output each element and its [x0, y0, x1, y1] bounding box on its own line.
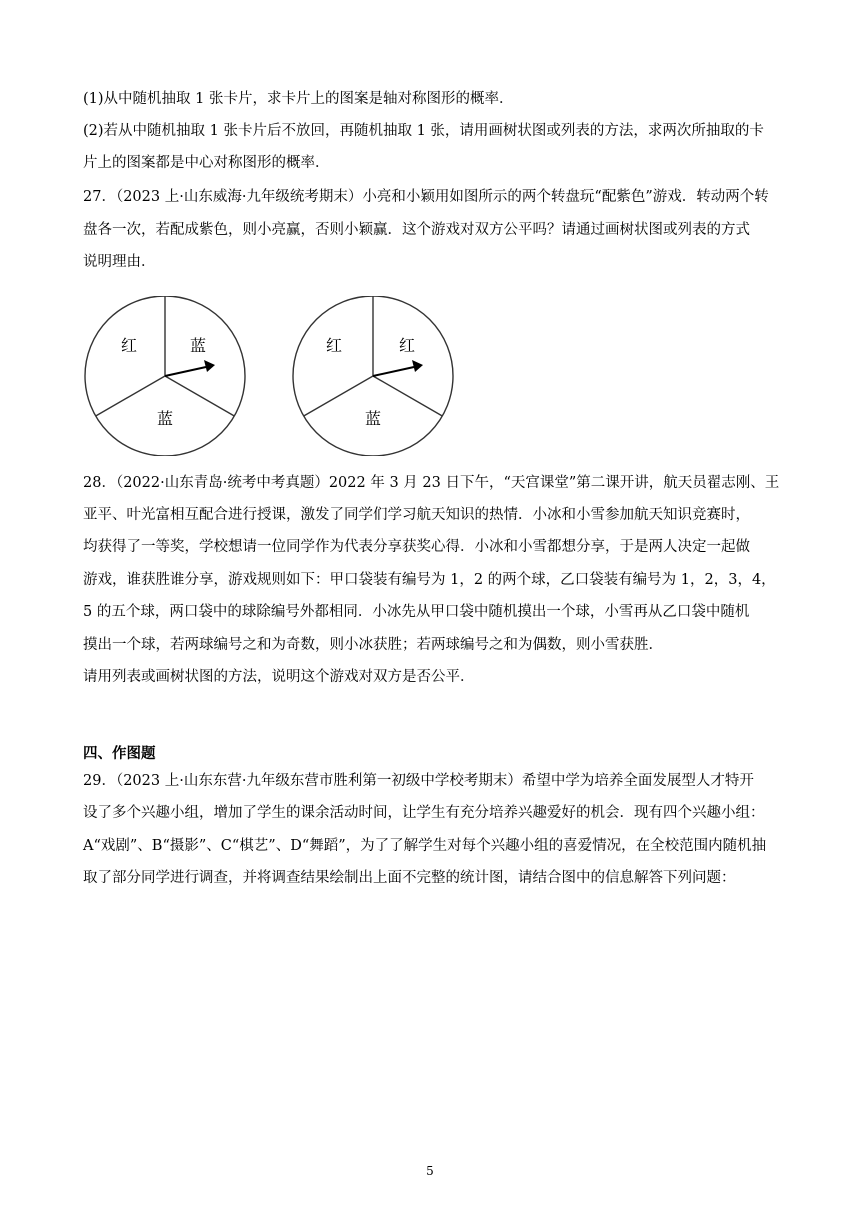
spinner2-top-left-label: 红: [325, 336, 343, 355]
arrow-icon: [204, 360, 215, 372]
q28-line6: 摸出一个球，若两球编号之和为奇数，则小冰获胜；若两球编号之和为偶数，则小雪获胜．: [83, 637, 663, 653]
q28-line5: 5 的五个球，两口袋中的球除编号外都相同．小冰先从甲口袋中随机摸出一个球，小雪再从乙口袋中随机: [83, 604, 750, 620]
q26-part2-line1: (2)若从中随机抽取 1 张卡片后不放回，再随机抽取 1 张，请用画树状图或列表的方法，求两次所抽取的卡: [83, 123, 764, 139]
spinner-2: [288, 296, 458, 456]
arrow-icon: [412, 360, 423, 372]
section-title: 四、作图题: [83, 746, 156, 762]
q27-line1: 27．（2023 上·山东威海·九年级统考期末）小亮和小颖用如图所示的两个转盘玩“配紫色”游戏．转动两个转: [83, 189, 769, 205]
q28-line1: 28．（2022·山东青岛·统考中考真题）2022 年 3 月 23 日下午，“天宫课堂”第二课开讲，航天员翟志刚、王: [83, 475, 780, 491]
q28-line7: 请用列表或画树状图的方法，说明这个游戏对双方是否公平．: [83, 669, 475, 685]
q28-line4: 游戏，谁获胜谁分享，游戏规则如下：甲口袋装有编号为 1，2 的两个球，乙口袋装有编号为 1，2，3，4，: [83, 572, 776, 588]
page-number: 5: [426, 1164, 434, 1178]
spinner-1: [80, 296, 250, 456]
q27-line2: 盘各一次，若配成紫色，则小亮赢，否则小颖赢．这个游戏对双方公平吗？请通过画树状图或列表的方式: [83, 222, 750, 238]
q27-line3: 说明理由．: [83, 254, 156, 270]
q26-part1: (1)从中随机抽取 1 张卡片，求卡片上的图案是轴对称图形的概率．: [83, 91, 514, 107]
q26-part2-line2: 片上的图案都是中心对称图形的概率．: [83, 155, 330, 171]
spinner2-top-right-label: 红: [398, 336, 416, 355]
spinner1-top-left-label: 红: [120, 336, 138, 355]
spinner2-bottom-label: 蓝: [364, 409, 382, 428]
q29-line4: 取了部分同学进行调查，并将调查结果绘制出上面不完整的统计图，请结合图中的信息解答下列问题：: [83, 870, 736, 886]
q29-line2: 设了多个兴趣小组，增加了学生的课余活动时间，让学生有充分培养兴趣爱好的机会．现有四个兴趣小组：: [83, 805, 765, 821]
spinner1-bottom-label: 蓝: [156, 409, 174, 428]
q29-line3: A“戏剧”、B“摄影”、C“棋艺”、D“舞蹈”，为了了解学生对每个兴趣小组的喜爱情况，在全校范围内随机抽: [83, 838, 767, 854]
q28-line2: 亚平、叶光富相互配合进行授课，激发了同学们学习航天知识的热情．小冰和小雪参加航天知识竞赛时，: [83, 507, 750, 523]
spinner1-top-right-label: 蓝: [189, 336, 207, 355]
q29-line1: 29．（2023 上·山东东营·九年级东营市胜利第一初级中学校考期末）希望中学为培养全面发展型人才特开: [83, 773, 754, 789]
q28-line3: 均获得了一等奖，学校想请一位同学作为代表分享获奖心得．小冰和小雪都想分享，于是两人决定一起做: [83, 539, 750, 555]
